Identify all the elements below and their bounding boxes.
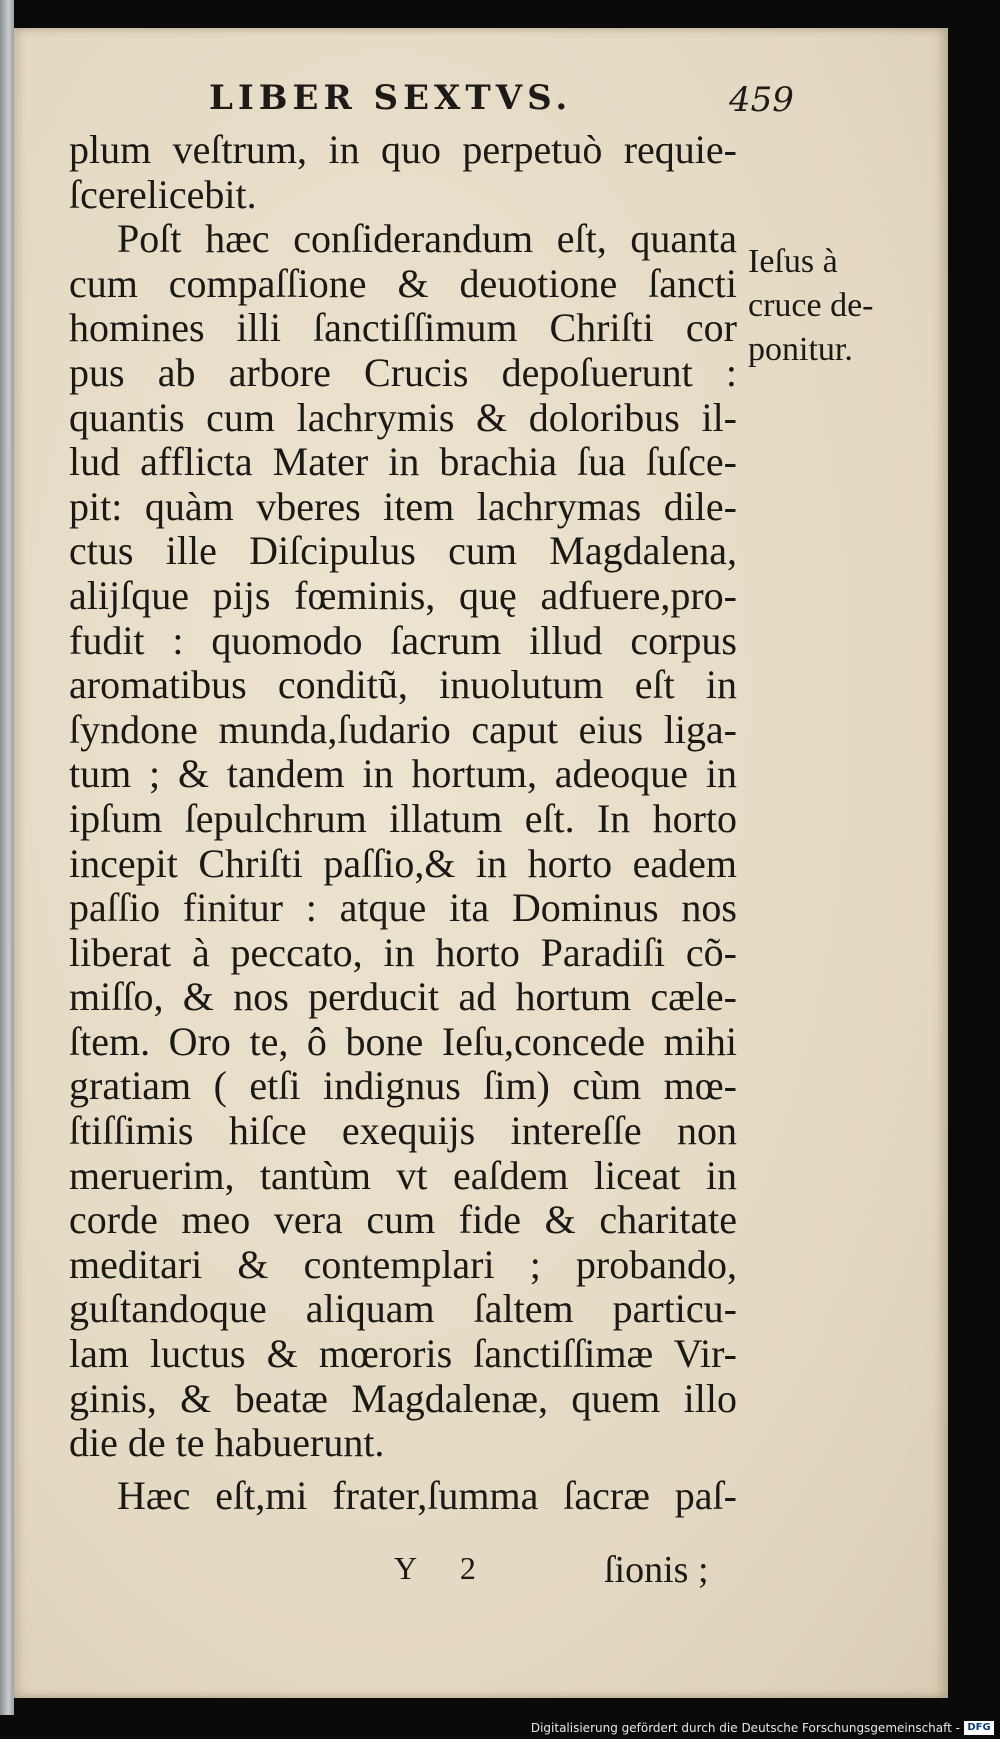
text-line: ſcerelicebit. (69, 171, 257, 217)
text-line: miſſo, & nos perducit ad hortum cæle- (69, 974, 737, 1020)
signature-mark: Y 2 (394, 1550, 494, 1586)
page-number: 459 (729, 80, 794, 120)
marginal-note (748, 240, 874, 372)
footer-bar (0, 1715, 1000, 1739)
text-line: tum ; & tandem in hortum, adeoque in (69, 751, 737, 797)
body-text (69, 128, 737, 1518)
text-line: fudit : quomodo ſacrum illud corpus (69, 617, 737, 663)
funding-credit: Digitalisierung gefördert durch die Deutsche Forschungsgemeinschaft - (530, 1721, 960, 1735)
page-left-edge (0, 0, 14, 1739)
text-line: die de te habuerunt. (69, 1420, 385, 1466)
text-line: meruerim, tantùm vt eaſdem liceat in (69, 1152, 737, 1198)
text-line: cum compaſſione & deuotione ſancti (69, 260, 737, 306)
text-line: ſyndone munda,ſudario caput eius liga- (69, 706, 737, 752)
text-line: ipſum ſepulchrum illatum eſt. In horto (69, 795, 737, 841)
text-line: quantis cum lachrymis & doloribus il- (69, 394, 737, 440)
text-line: lud afflicta Mater in brachia ſua ſuſce- (69, 439, 737, 485)
text-line: meditari & contemplari ; probando, (69, 1241, 737, 1287)
text-line: paſſio finitur : atque ita Dominus nos (69, 885, 737, 931)
marginal-note-line: ponitur. (748, 331, 853, 368)
text-line: aromatibus conditũ, inuolutum eſt in (69, 662, 737, 708)
text-line: gratiam ( etſi indignus ſim) cùm mœ- (69, 1063, 737, 1109)
text-line: ctus ille Diſcipulus cum Magdalena, (69, 528, 737, 574)
text-line: Poſt hæc conſiderandum eſt, quanta (117, 216, 737, 262)
text-line: ginis, & beatæ Magdalenæ, quem illo (69, 1375, 737, 1421)
text-line: pit: quàm vberes item lachrymas dile- (69, 483, 737, 529)
text-line: guſtandoque aliquam ſaltem particu- (69, 1286, 737, 1332)
running-head: LIBER SEXTVS. (209, 78, 573, 118)
text-line: lam luctus & mœroris ſanctiſſimæ Vir- (69, 1331, 737, 1377)
text-line: corde meo vera cum fide & charitate (69, 1197, 737, 1243)
book-page (14, 28, 948, 1698)
text-line: homines illi ſanctiſſimum Chriſti cor (69, 305, 737, 351)
marginal-note-line: cruce de- (748, 287, 874, 324)
text-line: incepit Chriſti paſſio,& in horto eadem (69, 840, 737, 886)
text-line: ſtiſſimis hiſce exequijs intereſſe non (69, 1108, 737, 1154)
dfg-logo: DFG (964, 1721, 994, 1735)
marginal-note-line: Ieſus à (748, 243, 838, 280)
text-line: liberat à peccato, in horto Paradiſi cõ- (69, 929, 737, 975)
text-line: pus ab arbore Crucis depoſuerunt : (69, 349, 737, 395)
text-line: ſtem. Oro te, ô bone Ieſu,concede mihi (69, 1018, 737, 1064)
text-line: plum veſtrum, in quo perpetuò requie- (69, 127, 737, 172)
text-line: Hæc eſt,mi frater,ſumma ſacræ paſ- (117, 1472, 737, 1518)
text-line: alijſque pijs fœminis, quę adfuere,pro- (69, 572, 737, 618)
catchword: ſionis ; (604, 1549, 709, 1591)
